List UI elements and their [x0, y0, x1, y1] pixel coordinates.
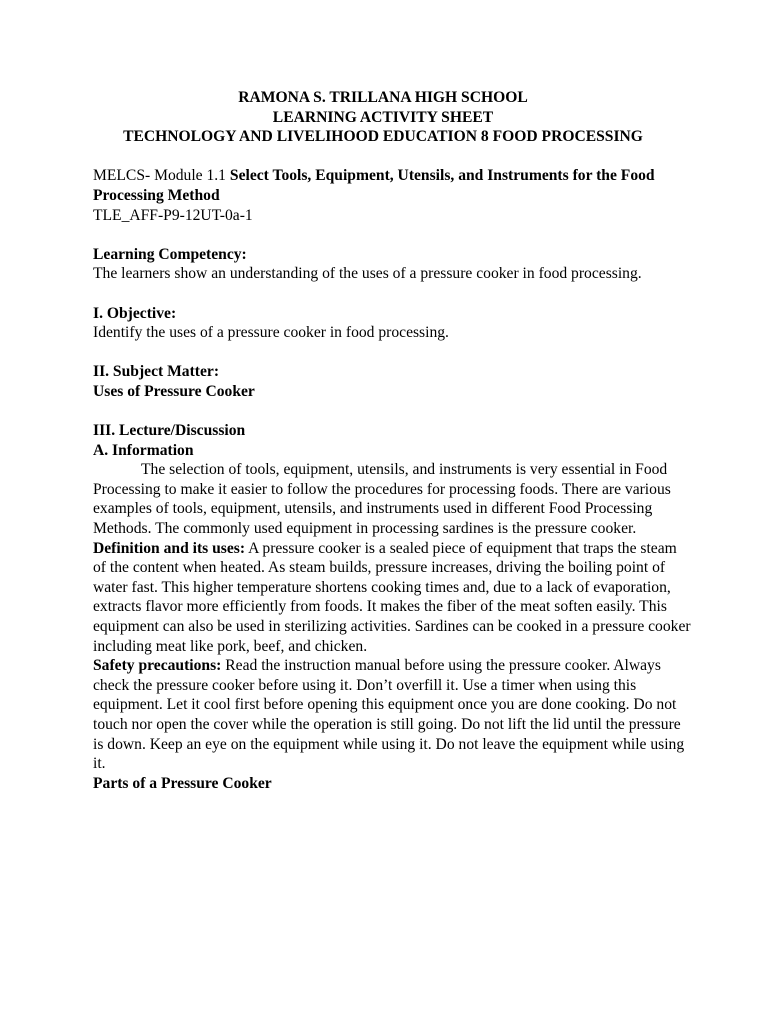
- objective-text: Identify the uses of a pressure cooker in food processing.: [93, 324, 449, 342]
- competency-text: The learners show an understanding of the uses of a pressure cooker in food processing.: [93, 265, 642, 283]
- safety-text: Read the instruction manual before using the pressure cooker. Always check the pressure cooker before using it. Don’t overfill it. Use a timer when using this equipment. Let it cool first before opening this equipment once you are done cooking. Do not touch nor open the cover while the operation is still going. Do not lift the lid until the pressure is down. Keep an eye on the equipment while using it. Do not leave the equipment while using it.: [93, 657, 685, 773]
- melcs-line: [93, 166, 693, 205]
- sheet-title: LEARNING ACTIVITY SHEET: [272, 108, 494, 126]
- parts-heading-text: Parts of a Pressure Cooker: [93, 774, 272, 792]
- spacer: [93, 284, 693, 304]
- parts-heading: [93, 774, 693, 794]
- school-name: RAMONA S. TRILLANA HIGH SCHOOL: [238, 89, 528, 106]
- spacer: [93, 225, 693, 245]
- spacer: [93, 343, 693, 363]
- information-heading: [93, 441, 693, 461]
- spacer: [93, 147, 693, 167]
- melcs-title: Select Tools, Equipment, Utensils, and Instruments for the Food Processing Method: [93, 167, 655, 204]
- safety-label: Safety precautions:: [93, 657, 222, 675]
- subject-matter-heading: [93, 362, 693, 382]
- document-header: [93, 88, 673, 147]
- definition-label: Definition and its uses:: [93, 539, 246, 557]
- competency-heading-text: Learning Competency:: [93, 245, 247, 263]
- document-page: [93, 88, 693, 793]
- definition-paragraph: [93, 539, 693, 657]
- subject-matter-heading-text: II. Subject Matter:: [93, 363, 220, 381]
- information-heading-text: A. Information: [93, 441, 194, 459]
- lecture-heading: [93, 421, 693, 441]
- information-paragraph: The selection of tools, equipment, utensils, and instruments is very essential in Food Processing to make it easier to follow the procedures for processing foods. There are various examples of tools, equipment, utensils, and instruments used in different Food Processing Methods. The commonly used equipment in processing sardines is the pressure cooker.: [93, 461, 671, 538]
- subject-matter-text: [93, 382, 693, 402]
- subject-title: TECHNOLOGY AND LIVELIHOOD EDUCATION 8 FOOD PROCESSING: [123, 128, 643, 146]
- definition-text: A pressure cooker is a sealed piece of equipment that traps the steam of the content when heated. As steam builds, pressure increases, driving the boiling point of water fast. This higher temperature shortens cooking times and, due to a lack of evaporation, extracts flavor more efficiently from foods. It makes the fiber of the meat soften easily. This equipment can also be used in sterilizing activities. Sardines can be cooked in a pressure cooker including meat like pork, beef, and chicken.: [93, 539, 691, 655]
- safety-paragraph: [93, 656, 693, 774]
- melcs-code: TLE_AFF-P9-12UT-0a-1: [93, 206, 253, 224]
- objective-heading-text: I. Objective:: [93, 304, 177, 322]
- melcs-prefix: MELCS- Module 1.1: [93, 167, 230, 185]
- lecture-heading-text: III. Lecture/Discussion: [93, 422, 246, 440]
- subject-matter-value: Uses of Pressure Cooker: [93, 382, 255, 400]
- spacer: [93, 402, 693, 422]
- competency-heading: [93, 245, 693, 265]
- objective-heading: [93, 304, 693, 324]
